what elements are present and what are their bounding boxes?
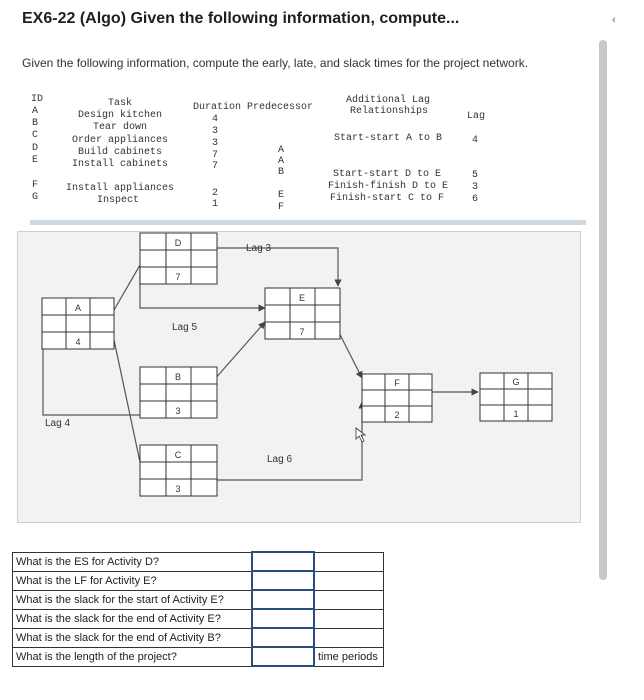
- row-task: Install appliances: [66, 183, 175, 194]
- arrow-c-f: [217, 402, 362, 480]
- row-id: A: [32, 106, 39, 117]
- row-task: Order appliances: [72, 135, 169, 146]
- row-duration: 7: [212, 150, 219, 161]
- col-header-id: ID: [31, 94, 44, 105]
- page-title: EX6-22 (Algo) Given the following information, compute...: [22, 10, 460, 27]
- question-text: What is the slack for the end of Activity B?: [13, 628, 253, 647]
- chevron-left-icon[interactable]: ‹: [612, 14, 616, 26]
- node-b-duration: 3: [175, 406, 181, 416]
- row-predecessor: E: [278, 190, 285, 201]
- question-row: [13, 590, 384, 609]
- row-relationship: Start-start D to E: [333, 169, 442, 180]
- answer-input[interactable]: [252, 590, 314, 609]
- node-a-duration: 4: [75, 337, 81, 347]
- answer-input[interactable]: [252, 571, 314, 590]
- row-task: Inspect: [97, 195, 140, 206]
- lag-label-5: Lag 5: [172, 322, 198, 333]
- node-e-duration: 7: [299, 327, 305, 337]
- node-g-duration: 1: [513, 409, 519, 419]
- node-g-label: G: [512, 377, 520, 387]
- answer-unit: [314, 628, 384, 647]
- question-row: [13, 609, 384, 628]
- row-duration: 7: [212, 161, 219, 172]
- row-predecessor: A: [278, 156, 285, 167]
- row-relationship: Finish-finish D to E: [328, 181, 449, 192]
- row-task: Design kitchen: [78, 110, 163, 121]
- node-a-label: A: [74, 303, 82, 313]
- row-relationship: Start-start A to B: [334, 133, 443, 144]
- row-duration: 2: [212, 188, 219, 199]
- row-duration: 3: [212, 138, 219, 149]
- arrow-d-e-lag3: [217, 248, 338, 286]
- question-row: [13, 571, 384, 590]
- answer-input[interactable]: [252, 552, 314, 571]
- arrow-a-d: [114, 265, 140, 310]
- question-row: [13, 552, 384, 571]
- question-text: What is the ES for Activity D?: [13, 552, 253, 571]
- node-e-label: E: [298, 293, 306, 303]
- question-row: [13, 647, 384, 666]
- answer-unit: [314, 609, 384, 628]
- node-f-duration: 2: [394, 410, 400, 420]
- answer-input[interactable]: [252, 628, 314, 647]
- row-task: Install cabinets: [72, 159, 169, 170]
- question-text: What is the length of the project?: [13, 647, 253, 666]
- node-f-label: F: [394, 378, 400, 388]
- row-id: F: [32, 180, 39, 191]
- instructions-text: Given the following information, compute the early, late, and slack times for the project network.: [22, 56, 529, 70]
- questions-table: [12, 551, 384, 667]
- row-id: B: [32, 118, 39, 129]
- node-d-duration: 7: [175, 272, 181, 282]
- answer-unit: [314, 571, 384, 590]
- question-row: [13, 628, 384, 647]
- question-text: What is the LF for Activity E?: [13, 571, 253, 590]
- answer-unit: [314, 590, 384, 609]
- row-predecessor: A: [278, 145, 285, 156]
- row-relationship: Finish-start C to F: [330, 193, 445, 204]
- col-header-additional-lag: Additional Lag: [346, 95, 431, 106]
- answer-unit: [314, 552, 384, 571]
- row-duration: 1: [212, 199, 219, 210]
- question-text: What is the slack for the end of Activity E?: [13, 609, 253, 628]
- row-predecessor: F: [278, 202, 285, 213]
- col-header-lag: Lag: [467, 111, 486, 122]
- row-duration: 3: [212, 126, 219, 137]
- arrow-a-c: [114, 340, 140, 462]
- node-b-label: B: [174, 372, 182, 382]
- answer-unit: time periods: [314, 647, 384, 666]
- node-d-label: D: [174, 238, 182, 248]
- node-c-duration: 3: [175, 484, 181, 494]
- row-lag: 3: [472, 182, 479, 193]
- row-id: C: [32, 130, 39, 141]
- lag-label-3: Lag 3: [246, 243, 272, 254]
- question-text: What is the slack for the start of Activity E?: [13, 590, 253, 609]
- row-lag: 5: [472, 170, 479, 181]
- col-header-duration-predecessor: Duration Predecessor: [193, 102, 314, 113]
- row-predecessor: B: [278, 167, 285, 178]
- cursor-icon: [356, 428, 365, 442]
- row-id: E: [32, 155, 39, 166]
- answer-input[interactable]: [252, 647, 314, 666]
- row-id: D: [32, 143, 39, 154]
- node-c-label: C: [174, 450, 182, 460]
- row-id: G: [32, 192, 39, 203]
- lag-label-4: Lag 4: [45, 418, 71, 429]
- col-header-task: Task: [108, 98, 133, 109]
- row-task: Tear down: [93, 122, 148, 133]
- row-lag: 4: [472, 135, 479, 146]
- row-lag: 6: [472, 194, 479, 205]
- col-header-relationships: Relationships: [350, 106, 429, 117]
- lag-label-6: Lag 6: [267, 454, 293, 465]
- answer-input[interactable]: [252, 609, 314, 628]
- row-task: Build cabinets: [78, 147, 163, 158]
- row-duration: 4: [212, 114, 219, 125]
